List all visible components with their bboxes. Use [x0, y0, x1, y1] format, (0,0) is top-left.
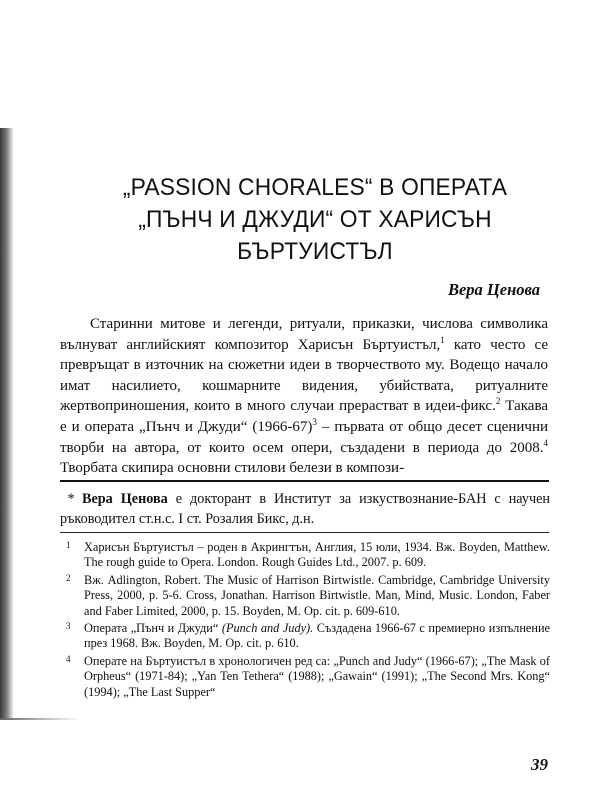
footnote-divider-thin: [60, 532, 549, 533]
title-line-1: „PASSION CHORALES“ В ОПЕРАТА: [122, 174, 508, 201]
footnote-number: 2: [66, 572, 71, 583]
author-note-asterisk: *: [67, 491, 75, 507]
author-note-text: е докторант в Институт за изкуствознание-БАН с научен ръководител ст.н.с. I ст. Розалия Бикс, д.н.: [60, 491, 551, 527]
body-paragraph: [60, 314, 548, 479]
body-text-part-4: – първата от общо десет сценични творби на автора, от които осем опери, създадени в периода до 2008.: [60, 418, 548, 456]
footnote-ref-1[interactable]: 1: [440, 334, 445, 345]
article-author: Вера Ценова: [447, 280, 540, 299]
footnote-4: [60, 654, 550, 700]
footnote-text: Операте на Бъртуистъл в хронологичен ред са: „Punch and Judy“ (1966-67); „The Mask of Orpheus“ (1971-84); „Yan Ten Tethera“ (1988); „Gawain“ (1991); „The Second Mrs. Kong“ (1994); „The Last Supper“: [84, 653, 550, 699]
body-text-part-2: като често се превръщат в източник на сюжетни идеи в творчеството му. Водещо начало имат насилието, кошмарните видения, убийствата, ритуалните жертвоприношения, които в много случаи прерастват в идеи-фикс.: [60, 336, 548, 415]
author-note-name: Вера Ценова: [82, 491, 168, 507]
page-shadow-edge: [0, 718, 80, 720]
body-text-part-1: Старинни митове и легенди, ритуали, приказки, числова символика вълнуват английският композитор Харисън Бъртуистъл,: [60, 316, 548, 353]
footnotes-list: [60, 540, 550, 702]
footnote-text-pre: Операта „Пънч и Джуди“: [84, 621, 222, 636]
article-title: [96, 172, 533, 268]
page-binding-shadow: [0, 128, 14, 718]
footnote-divider-thick: [60, 480, 549, 482]
footnote-ref-3[interactable]: 3: [312, 416, 317, 427]
footnote-number: 1: [66, 540, 71, 550]
title-line-3: БЪРТУИСТЪЛ: [237, 238, 393, 265]
footnote-1: [60, 540, 550, 571]
footnote-number: 3: [66, 621, 71, 632]
title-line-2: „ПЪНЧ И ДЖУДИ“ ОТ ХАРИСЪН: [138, 206, 492, 233]
footnote-text: Вж. Adlington, Robert. The Music of Harrison Birtwistle. Cambridge, Cambridge University Press, 2000, p. 5-6. Cross, Jonathan. Harrison Birtwistle. Man, Mind, Music. London, Faber and Faber Limited, 2000, p. 15. Boyden, M. Op. cit. p. 609-610.: [84, 572, 550, 618]
footnote-3: [60, 621, 550, 652]
footnote-text: Харисън Бъртуистъл – роден в Акрингтън, Англия, 15 юли, 1934. Вж. Boyden, Matthew. The rough guide to Opera. London. Rough Guides Ltd., 2007. p. 609.: [84, 540, 550, 570]
page-number: 39: [531, 755, 548, 774]
footnote-2: [60, 573, 550, 619]
footnote-ref-2[interactable]: 2: [495, 396, 501, 407]
body-text-part-5: Творбата скипира основни стилови белези в компози-: [60, 460, 405, 477]
body-text-part-3: Такава е и операта „Пънч и Джуди“ (1966-67): [60, 398, 548, 435]
footnote-ref-4[interactable]: 4: [543, 437, 548, 448]
footnote-text-italic: (Punch and Judy).: [221, 621, 314, 636]
footnote-number: 4: [66, 653, 71, 664]
author-note: [60, 490, 550, 529]
footnote-text-post: Създадена 1966-67 с премиерно изпълнение през 1968. Вж. Boyden, M. Op. cit. p. 610.: [84, 621, 550, 651]
